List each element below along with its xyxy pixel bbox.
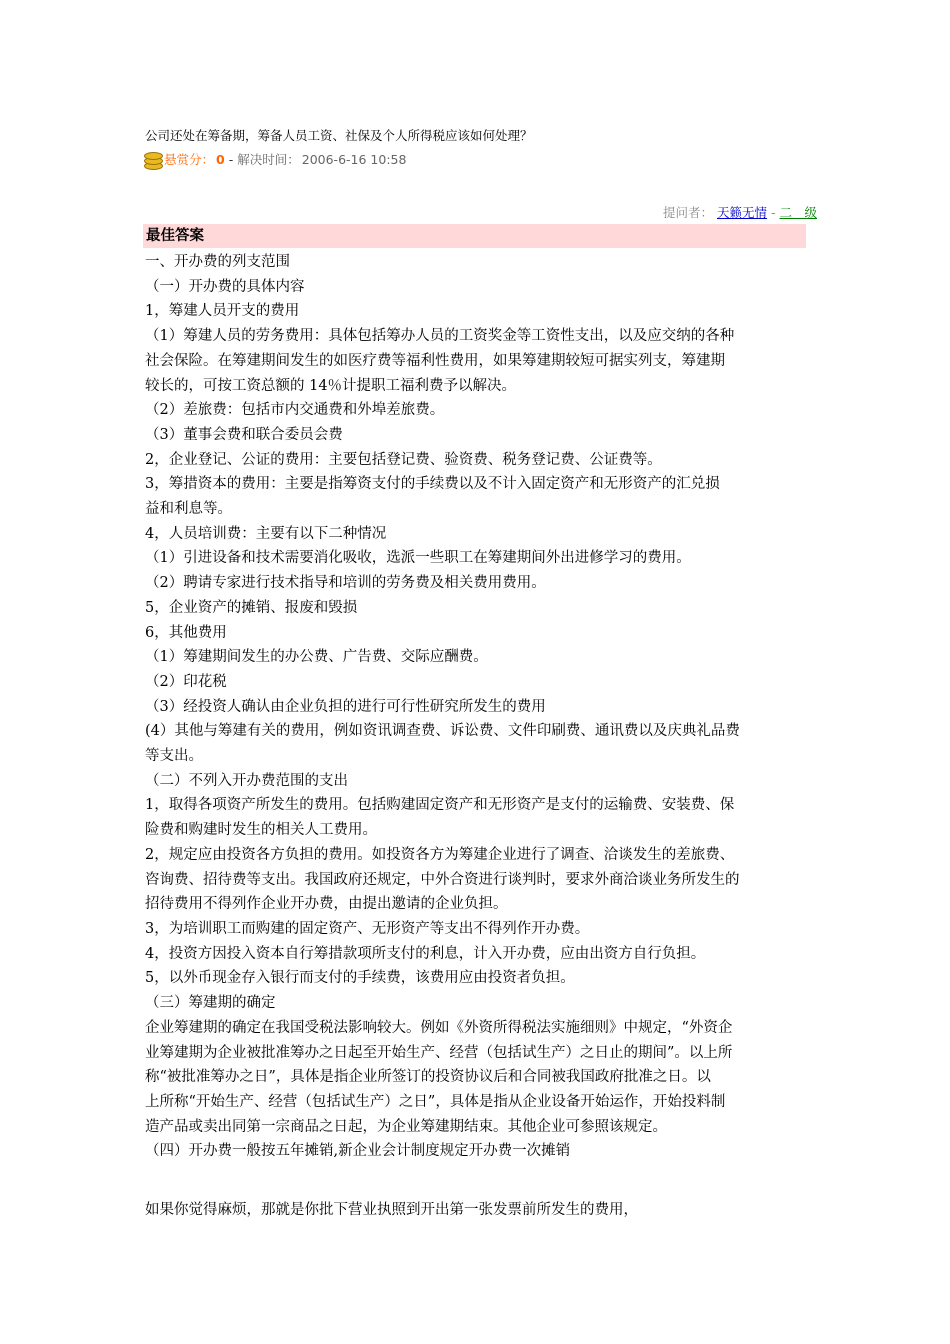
answer-line: （三）筹建期的确定 (145, 995, 276, 1012)
answer-line: （2）印花税 (145, 673, 227, 690)
answer-line: （3）经投资人确认由企业负担的进行可行性研究所发生的费用 (145, 698, 546, 715)
question-title: 公司还处在筹备期，筹备人员工资、社保及个人所得税应该如何处理？ (145, 128, 533, 143)
answer-line: 3，筹措资本的费用：主要是指筹资支付的手续费以及不计入固定资产和无形资产的汇兑损 (145, 476, 720, 493)
answer-line: 上所称“开始生产、经营（包括试生产）之日”，具体是指从企业设备开始运作，开始投料制 (145, 1093, 726, 1110)
question-meta (143, 148, 406, 170)
answer-line: （2）差旅费：包括市内交通费和外埠差旅费。 (145, 402, 445, 419)
answer-postscript: 如果你觉得麻烦，那就是你批下营业执照到开出第一张发票前所发生的费用， (145, 1202, 638, 1218)
answer-line: （二）不列入开办费范围的支出 (145, 772, 348, 789)
best-answer-body (145, 250, 810, 1164)
answer-line: 称“被批准筹办之日”，具体是指企业所签订的投资协议后和合同被我国政府批准之日。以 (145, 1069, 711, 1086)
answer-line: 咨询费、招待费等支出。我国政府还规定，中外合资进行谈判时，要求外商洽谈业务所发生的 (145, 871, 740, 888)
answer-line: 较长的，可按工资总额的 14％计提职工福利费予以解决。 (145, 377, 517, 394)
answer-line: （1）筹建期间发生的办公费、广告费、交际应酬费。 (145, 649, 488, 666)
answer-line: 益和利息等。 (145, 501, 232, 518)
answer-line: 等支出。 (145, 748, 203, 765)
answer-line: 企业筹建期的确定在我国受税法影响较大。例如《外资所得税法实施细则》中规定，“外资企 (145, 1019, 733, 1036)
answer-line: （四）开办费一般按五年摊销,新企业会计制度规定开办费一次摊销 (145, 1143, 571, 1160)
asker-name-link[interactable]: 天籁无情 (717, 205, 768, 220)
reward-label: 悬赏分： (164, 152, 215, 167)
asker-info (663, 203, 817, 221)
answer-line: 招待费用不得列作企业开办费，由提出邀请的企业负担。 (145, 896, 508, 913)
answer-line: 1，取得各项资产所发生的费用。包括购建固定资产和无形资产是支付的运输费、安装费、保 (145, 797, 735, 814)
answer-line: 1，筹建人员开支的费用 (145, 303, 300, 320)
solved-time: 2006-6-16 10:58 (301, 151, 407, 167)
answer-line: （1）引进设备和技术需要消化吸收，选派一些职工在筹建期间外出进修学习的费用。 (145, 550, 691, 567)
answer-line: 3，为培训职工而购建的固定资产、无形资产等支出不得列作开办费。 (145, 920, 590, 937)
answer-line: 2，企业登记、公证的费用：主要包括登记费、验资费、税务登记费、公证费等。 (145, 451, 662, 468)
asker-level-link[interactable]: 二 级 (779, 205, 817, 220)
reward-value: 0 (216, 151, 225, 167)
answer-line: 4，投资方因投入资本自行筹措款项所支付的利息，计入开办费，应由出资方自行负担。 (145, 945, 706, 962)
answer-line: （一）开办费的具体内容 (145, 278, 305, 295)
answer-line: 造产品或卖出同第一宗商品之日起，为企业筹建期结束。其他企业可参照该规定。 (145, 1118, 667, 1135)
answer-line: 险费和购建时发生的相关人工费用。 (145, 822, 377, 839)
answer-line: 5，以外币现金存入银行而支付的手续费，该费用应由投资者负担。 (145, 970, 575, 987)
best-answer-title: 最佳答案 (146, 228, 204, 244)
asker-separator: - (767, 205, 780, 220)
answer-line: 4，人员培训费：主要有以下二种情况 (145, 525, 387, 542)
solved-time-label: 解决时间： (237, 152, 300, 167)
meta-separator: - (228, 151, 234, 167)
coin-stack-icon (143, 149, 163, 169)
answer-line: 2，规定应由投资各方负担的费用。如投资各方为筹建企业进行了调查、洽谈发生的差旅费、 (145, 846, 735, 863)
answer-line: （3）董事会费和联合委员会费 (145, 426, 343, 443)
answer-line: （2）聘请专家进行技术指导和培训的劳务费及相关费用费用。 (145, 575, 546, 592)
answer-line: （1）筹建人员的劳务费用：具体包括筹办人员的工资奖金等工资性支出，以及应交纳的各种 (145, 328, 735, 345)
answer-line: (4）其他与筹建有关的费用，例如资讯调查费、诉讼费、文件印刷费、通讯费以及庆典礼品费 (145, 723, 740, 740)
answer-line: 一、开办费的列支范围 (145, 254, 290, 270)
answer-line: 5，企业资产的摊销、报废和毁损 (145, 599, 358, 616)
answer-line: 6，其他费用 (145, 624, 227, 641)
answer-line: 社会保险。在筹建期间发生的如医疗费等福利性费用，如果筹建期较短可据实列支，筹建期 (145, 352, 725, 369)
answer-line: 业筹建期为企业被批准筹办之日起至开始生产、经营（包括试生产）之日止的期间”。以上所 (145, 1044, 733, 1061)
asker-label: 提问者： (663, 205, 714, 220)
best-answer-header (143, 224, 806, 248)
